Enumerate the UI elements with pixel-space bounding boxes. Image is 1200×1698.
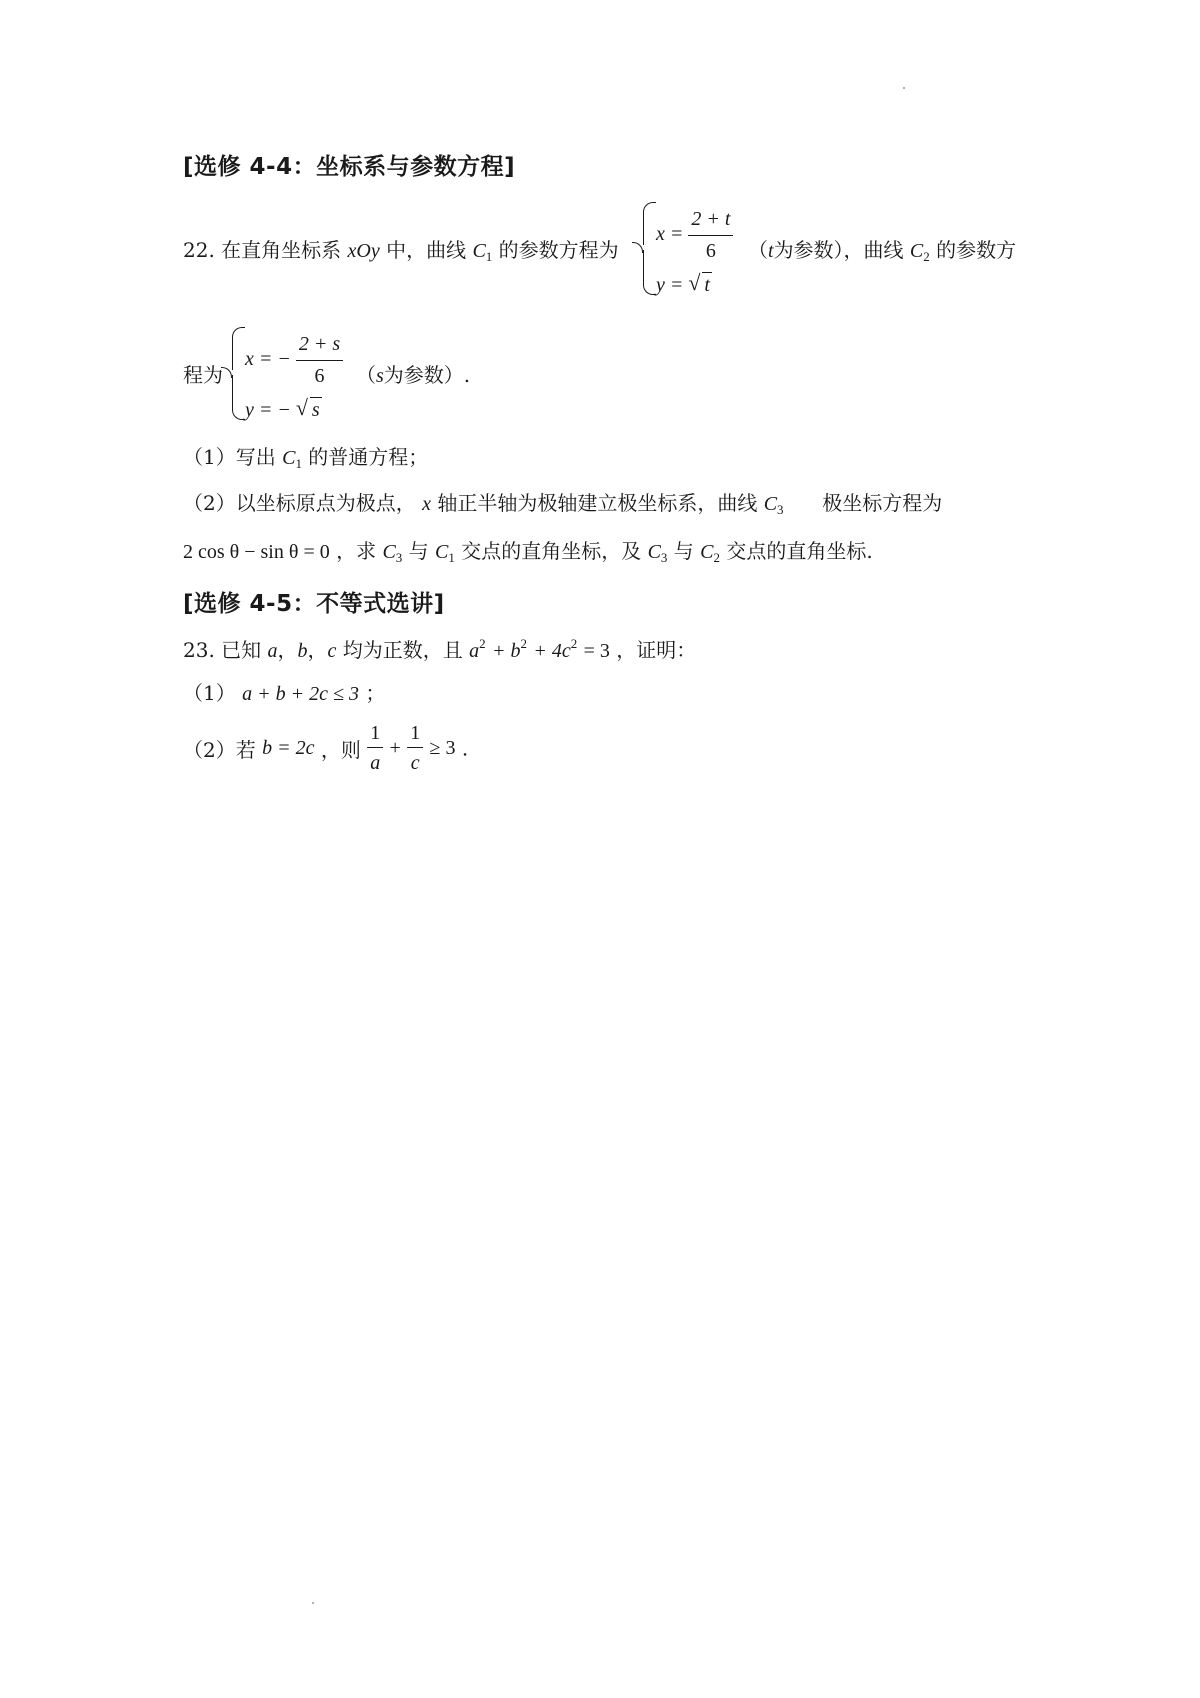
q23-part1 bbox=[183, 683, 385, 704]
c2-x-lhs: x = − bbox=[245, 348, 291, 371]
brace-bottom bbox=[643, 250, 656, 295]
c2-y-equation bbox=[245, 397, 322, 422]
q23-comma2: ， bbox=[307, 638, 328, 662]
q22-c2: C bbox=[909, 240, 924, 262]
q22-ask-c: 交点的直角坐标，及 bbox=[461, 539, 642, 563]
q23-frac-1-c bbox=[407, 722, 423, 775]
q23-part2-rhs: ≥ 3 bbox=[429, 737, 456, 759]
c2-x-numerator: 2 + s bbox=[296, 333, 343, 361]
q22-ask-c3b-sub: 3 bbox=[660, 550, 668, 565]
q22-ask-c1: C bbox=[435, 541, 449, 563]
q22-part2-label: （2）以坐标原点为极点， bbox=[183, 491, 416, 515]
q23-frac-1-c-den: c bbox=[410, 752, 420, 774]
c1-x-lhs: x = bbox=[656, 223, 684, 246]
q23-a: a bbox=[267, 640, 278, 662]
q22-part1-label: （1）写出 bbox=[183, 445, 276, 469]
q22-note1-close: 为参数），曲线 bbox=[773, 238, 904, 262]
q23-sq2: 2 bbox=[520, 636, 527, 651]
q22-line2-lead: 程为 bbox=[183, 363, 223, 387]
radical-sign-icon: √ bbox=[295, 395, 308, 420]
q22-part2 bbox=[183, 493, 942, 516]
q23-part2-cond: b = 2c bbox=[262, 737, 315, 759]
section-title-polar: [选修 4-4：坐标系与参数方程] bbox=[183, 154, 516, 180]
q23-part2 bbox=[183, 722, 468, 775]
q23-part1-end: ； bbox=[365, 681, 386, 705]
q22-number: 22. bbox=[183, 238, 215, 262]
c1-y-radicand: t bbox=[704, 274, 710, 296]
c2-y-lhs: y = − bbox=[245, 399, 291, 421]
c2-x-equation bbox=[245, 333, 343, 388]
q23-frac-1-a-den: a bbox=[370, 752, 381, 774]
q23-frac-1-a-num: 1 bbox=[367, 722, 383, 748]
c1-y-sqrt bbox=[688, 272, 712, 297]
q23-constraint-a: a bbox=[469, 640, 480, 662]
q23-part2-mid: ，则 bbox=[320, 738, 361, 762]
q22-xoy: xOy bbox=[347, 240, 380, 262]
q22-intro: 在直角坐标系 bbox=[221, 238, 342, 262]
q22-ask-c2: C bbox=[700, 541, 714, 563]
c1-x-fraction bbox=[688, 208, 733, 263]
polar-equation: 2 cos θ − sin θ = 0 bbox=[183, 541, 330, 563]
q22-part1-tail: 的普通方程； bbox=[308, 445, 429, 469]
q23-plus: + bbox=[389, 737, 401, 759]
q22-part2-mid: 轴正半轴为极轴建立极坐标系，曲线 bbox=[437, 491, 758, 515]
c2-x-fraction bbox=[296, 333, 343, 388]
scan-dot bbox=[312, 1602, 314, 1604]
q23-b: b bbox=[297, 640, 308, 662]
q22-ask-d: 与 bbox=[673, 539, 694, 563]
q22-note2-var: s bbox=[376, 365, 384, 387]
q23-given-a: 已知 bbox=[221, 638, 262, 662]
q22-text3: 的参数方 bbox=[936, 238, 1017, 262]
q22-text2: 的参数方程为 bbox=[498, 238, 619, 262]
scan-dot bbox=[903, 87, 905, 89]
q23-sq3: 2 bbox=[570, 636, 578, 651]
brace-top bbox=[643, 202, 656, 245]
q22-ask-b: 与 bbox=[408, 539, 429, 563]
section-title-inequality: [选修 4-5：不等式选讲] bbox=[183, 591, 445, 617]
q23-frac-1-a bbox=[367, 722, 383, 775]
q22-line1-tail bbox=[748, 240, 1016, 263]
c1-y-lhs: y = bbox=[656, 274, 684, 296]
brace-mid bbox=[632, 242, 643, 253]
c1-x-equation bbox=[656, 208, 733, 263]
curve-c1-system bbox=[643, 198, 743, 298]
q22-ask-c3b: C bbox=[647, 541, 661, 563]
q22-note2-open: （ bbox=[356, 363, 376, 387]
q23-constraint-b: + b bbox=[492, 640, 521, 662]
q22-ask-c3-sub: 3 bbox=[395, 550, 403, 565]
q22-ask-e: 交点的直角坐标. bbox=[726, 539, 873, 563]
brace-bottom bbox=[232, 375, 245, 420]
q22-note1-var: t bbox=[768, 240, 774, 262]
curve-c2-system bbox=[232, 323, 352, 423]
q23-frac-1-c-num: 1 bbox=[407, 722, 423, 748]
q22-part2-c3: C bbox=[763, 493, 778, 515]
q23-given-c: ，证明： bbox=[616, 638, 697, 662]
radical-sign-icon: √ bbox=[688, 270, 701, 295]
q22-ask-c2-sub: 2 bbox=[713, 550, 720, 565]
q22-ask-a: ，求 bbox=[336, 539, 377, 563]
c1-x-denominator: 6 bbox=[705, 240, 716, 262]
c2-x-denominator: 6 bbox=[314, 365, 325, 387]
q22-ask-c1-sub: 1 bbox=[448, 550, 455, 565]
q23-sq1: 2 bbox=[479, 636, 486, 651]
q23-part2-end: . bbox=[461, 736, 469, 761]
q23-part1-label: （1） bbox=[183, 681, 236, 705]
q22-ask-c3: C bbox=[382, 541, 396, 563]
q22-line1 bbox=[183, 240, 619, 263]
q23-constraint-c: + 4c bbox=[533, 640, 571, 662]
q23-part1-expr: a + b + 2c ≤ 3 bbox=[242, 683, 359, 705]
q22-c1: C bbox=[472, 240, 486, 262]
q23-number: 23. bbox=[183, 638, 215, 662]
q22-part2-c3-sub: 3 bbox=[777, 502, 784, 517]
q22-text1: 中，曲线 bbox=[386, 238, 467, 262]
q23-given-b: 均为正数，且 bbox=[342, 638, 463, 662]
brace-mid bbox=[221, 367, 232, 378]
q22-c2-sub: 2 bbox=[923, 249, 930, 264]
q22-line2-tail bbox=[356, 365, 470, 386]
q22-part2-x: x bbox=[422, 493, 431, 515]
q23-line1 bbox=[183, 637, 696, 661]
c2-y-sqrt bbox=[296, 397, 322, 422]
q23-c: c bbox=[327, 640, 337, 662]
q22-c1-sub: 1 bbox=[485, 249, 493, 264]
q22-note1-open: （ bbox=[748, 238, 768, 262]
q23-constraint-d: = 3 bbox=[583, 640, 610, 662]
q23-comma1: ， bbox=[277, 638, 298, 662]
q22-part2-line2 bbox=[183, 541, 873, 564]
q22-note2-close: 为参数）. bbox=[383, 363, 471, 387]
q22-part1-c1: C bbox=[282, 447, 296, 469]
c1-x-numerator: 2 + t bbox=[688, 208, 733, 236]
q23-part2-label: （2）若 bbox=[183, 738, 256, 762]
q22-part2-tail: 极坐标方程为 bbox=[822, 491, 943, 515]
brace-top bbox=[232, 327, 245, 370]
q22-part1 bbox=[183, 447, 428, 470]
q22-part1-c1-sub: 1 bbox=[295, 456, 302, 471]
c2-y-radicand: s bbox=[311, 399, 320, 421]
c1-y-equation bbox=[656, 272, 712, 297]
